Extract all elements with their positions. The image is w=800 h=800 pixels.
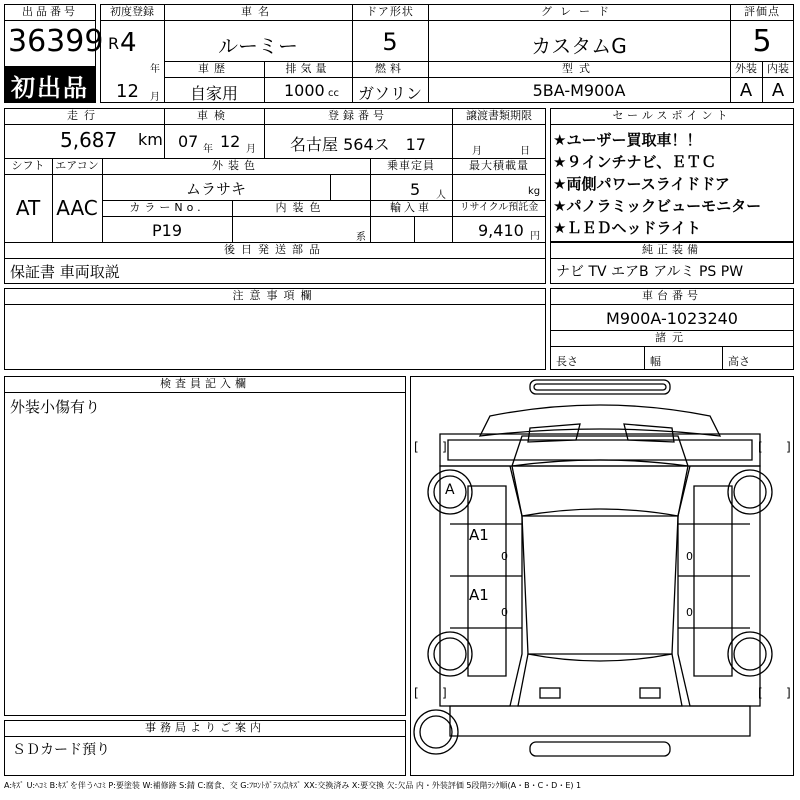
air-conditioner: AAC xyxy=(56,196,98,220)
interior-grade: A xyxy=(771,80,785,101)
chassis-label: 車台番号 xyxy=(642,289,702,302)
height-label: 高さ xyxy=(728,355,750,368)
score-label: 評価点 xyxy=(744,5,780,18)
parts-label: 後日発送部品 xyxy=(224,243,326,256)
transfer-month: 月 xyxy=(472,146,482,157)
damage-mark-front-left-tire: A xyxy=(445,482,455,498)
max-load-label: 最大積載量 xyxy=(469,159,529,172)
capacity: 5 xyxy=(410,180,421,199)
model-code: 5BA-M900A xyxy=(532,81,626,100)
exterior-color: ムラサキ xyxy=(185,180,246,198)
door-label: ドア形状 xyxy=(366,5,414,18)
capacity-label: 乗車定員 xyxy=(387,159,435,172)
history-label: 車歴 xyxy=(198,62,230,75)
color-number-label: カラーNo. xyxy=(129,201,205,214)
bracket-6: ] xyxy=(442,686,447,700)
zero-mark-2: 0 xyxy=(501,606,508,619)
bracket-4: ] xyxy=(786,440,791,454)
sales-points-label: セールスポイント xyxy=(612,109,732,122)
shift: AT xyxy=(15,196,41,220)
shift-label: シフト xyxy=(11,159,45,172)
mileage-label: 走行 xyxy=(67,109,101,122)
exterior-grade-label: 外装 xyxy=(735,62,757,75)
interior-color-unit: 系 xyxy=(356,232,366,243)
car-name: ルーミー xyxy=(218,34,298,58)
recycle-fee: 9,410 xyxy=(478,221,524,240)
sales-point-2: ★９インチナビ、ＥＴＣ xyxy=(553,153,717,171)
mileage-unit: km xyxy=(138,130,163,149)
model-label: 型式 xyxy=(562,62,596,75)
inspector-note: 外装小傷有り xyxy=(10,398,101,416)
grade: カスタムG xyxy=(531,34,627,58)
plate-number: 名古屋 564ス 17 xyxy=(290,135,426,154)
ac-label: エアコン xyxy=(55,159,99,172)
office-label: 事務局よりご案内 xyxy=(145,721,265,734)
import-label: 輸入車 xyxy=(390,201,432,214)
bracket-1: [ xyxy=(414,440,419,454)
damage-mark-front-door: A1 xyxy=(469,526,489,544)
displacement: 1000 xyxy=(284,81,325,100)
chassis-number: M900A-1023240 xyxy=(606,309,738,328)
recycle-unit: 円 xyxy=(530,231,540,242)
bracket-2: ] xyxy=(442,440,447,454)
interior-grade-label: 内装 xyxy=(767,62,789,75)
sales-point-1: ★ユーザー買取車！！ xyxy=(553,131,702,149)
length-label: 長さ xyxy=(556,355,578,368)
parts-value: 保証書 車両取説 xyxy=(10,263,120,281)
color-label: 外装色 xyxy=(212,159,260,172)
score: 5 xyxy=(752,24,772,59)
inspection-year-unit: 年 xyxy=(203,144,213,155)
sales-point-3: ★両側パワースライドドア xyxy=(553,175,730,193)
interior-color-label: 内装色 xyxy=(275,201,327,214)
displacement-label: 排気量 xyxy=(285,62,331,75)
sales-point-5: ★ＬＥＤヘッドライト xyxy=(553,219,701,237)
office-note: ＳＤカード預り xyxy=(12,742,110,758)
exterior-grade: A xyxy=(739,80,753,101)
sales-point-4: ★パノラミックビューモニター xyxy=(553,197,762,215)
equipment-value: ナビ TV エアB アルミ PS PW xyxy=(556,264,744,280)
fuel: ガソリン xyxy=(357,84,422,103)
door-count: 5 xyxy=(382,28,398,56)
inspection-label: 車検 xyxy=(197,109,231,122)
zero-mark-3: 0 xyxy=(686,550,693,563)
transfer-day: 日 xyxy=(520,146,530,157)
inspector-label: 検査員記入欄 xyxy=(160,377,250,390)
inspection-month: 12 xyxy=(220,132,241,151)
inspector-box xyxy=(4,376,406,716)
transfer-label: 譲渡書類期限 xyxy=(466,109,532,122)
reg-year: 4 xyxy=(120,28,137,58)
bracket-3: [ xyxy=(758,440,763,454)
month-unit: 月 xyxy=(150,92,160,103)
recycle-label: リサイクル預託金 xyxy=(459,202,539,213)
displacement-unit: cc xyxy=(328,88,339,99)
width-label: 幅 xyxy=(650,355,661,368)
bracket-7: [ xyxy=(758,686,763,700)
fuel-label: 燃料 xyxy=(375,62,405,75)
car-name-label: 車名 xyxy=(241,5,275,18)
mileage: 5,687 xyxy=(60,128,118,152)
era: R xyxy=(108,34,120,53)
capacity-unit: 人 xyxy=(436,190,446,201)
first-listing-label: 初出品 xyxy=(11,74,89,102)
equipment-label: 純正装備 xyxy=(642,243,702,256)
inspection-year: 07 xyxy=(178,132,199,151)
notes-label: 注意事項欄 xyxy=(232,289,318,302)
grade-label: グレード xyxy=(541,5,617,18)
first-reg-label: 初度登録 xyxy=(110,5,154,18)
lot-number: 36399 xyxy=(8,24,104,59)
inspection-month-unit: 月 xyxy=(246,144,256,155)
max-load-unit: kg xyxy=(528,186,541,197)
legend: A:ｷｽﾞ U:ﾍｺﾐ B:ｷｽﾞを伴うﾍｺﾐ P:要塗装 W:補修跡 S:錆 C:腐食、交 G:ﾌﾛﾝﾄｶﾞﾗｽ点ｷｽﾞ XX:交換済み X:要交換 欠:欠品 内・外装評価 5段階ﾗﾝｸ順(A・B・C・D・E) 1 xyxy=(4,781,582,790)
plate-label: 登録番号 xyxy=(328,109,388,122)
zero-mark-1: 0 xyxy=(501,550,508,563)
damage-mark-rear-door: A1 xyxy=(469,586,489,604)
bracket-8: ] xyxy=(786,686,791,700)
reg-month: 12 xyxy=(116,81,139,102)
bracket-5: [ xyxy=(414,686,419,700)
lot-label: 出品番号 xyxy=(22,5,78,18)
history: 自家用 xyxy=(189,84,238,103)
zero-mark-4: 0 xyxy=(686,606,693,619)
color-number: P19 xyxy=(151,221,182,240)
year-unit: 年 xyxy=(150,64,160,75)
car-diagram xyxy=(410,376,794,776)
spec-label: 諸元 xyxy=(655,331,689,344)
